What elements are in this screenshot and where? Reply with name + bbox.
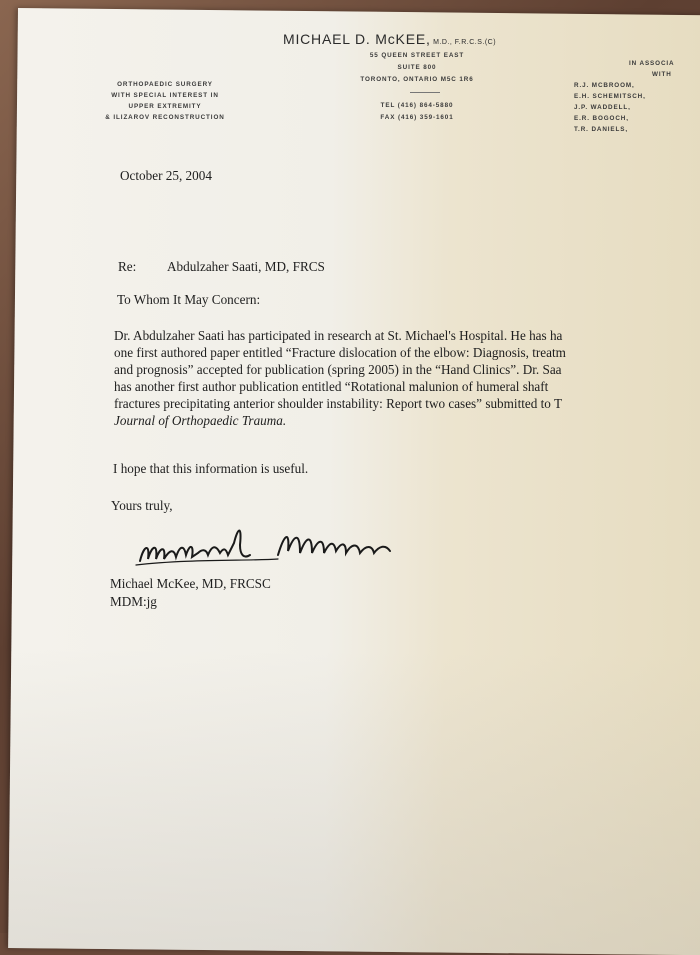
- telephone: TEL (416) 864-5880: [380, 102, 454, 109]
- letterhead-name: [283, 31, 496, 47]
- reference-initials: MDM:jg: [110, 594, 157, 609]
- salutation: To Whom It May Concern:: [117, 292, 261, 307]
- specialty-line: & ILIZAROV RECONSTRUCTION: [105, 114, 225, 121]
- associate-name: E.H. SCHEMITSCH,: [574, 93, 646, 100]
- letterhead-credentials: M.D., F.R.C.S.(C): [430, 39, 497, 46]
- body-line: Dr. Abdulzaher Saati has participated in research at St. Michael's Hospital. He has ha: [114, 328, 563, 343]
- body-line: Journal of Orthopaedic Trauma.: [114, 413, 287, 428]
- associate-name: J.P. WADDELL,: [574, 104, 631, 111]
- letterhead-divider: [410, 92, 440, 93]
- address-line: 55 QUEEN STREET EAST: [369, 52, 465, 59]
- body-line: has another first author publication entitled “Rotational malunion of humeral shaft: [114, 379, 549, 394]
- associate-name: E.R. BOGOCH,: [574, 115, 629, 122]
- association-heading: WITH: [652, 71, 672, 78]
- association-heading: IN ASSOCIA: [629, 60, 675, 67]
- fax: FAX (416) 359-1601: [380, 114, 454, 121]
- letterhead-contact: [337, 100, 497, 124]
- body-line: fractures precipitating anterior shoulder instability: Report two cases” submitted to T: [114, 396, 563, 411]
- specialty-line: ORTHOPAEDIC SURGERY: [117, 81, 213, 88]
- body-line: one first authored paper entitled “Fracture dislocation of the elbow: Diagnosis, treatm: [114, 345, 566, 360]
- complimentary-close: Yours truly,: [111, 498, 173, 513]
- specialty-line: UPPER EXTREMITY: [128, 103, 202, 110]
- body-line: and prognosis” accepted for publication (spring 2005) in the “Hand Clinics”. Dr. Saa: [114, 362, 562, 377]
- letter-page: [8, 8, 700, 955]
- subject-line: [118, 258, 325, 275]
- signer-name: Michael McKee, MD, FRCSC: [110, 576, 271, 591]
- letterhead-associates: [574, 58, 700, 135]
- closing-remark: I hope that this information is useful.: [113, 461, 309, 476]
- associate-name: R.J. MCBROOM,: [574, 82, 635, 89]
- subject-value: Abdulzaher Saati, MD, FRCS: [167, 259, 325, 274]
- address-line: TORONTO, ONTARIO M5C 1R6: [360, 76, 474, 83]
- letterhead-specialty: [80, 79, 250, 123]
- associate-name: T.R. DANIELS,: [574, 126, 629, 133]
- specialty-line: WITH SPECIAL INTEREST IN: [111, 92, 219, 99]
- letterhead-address: [337, 50, 497, 86]
- paper-shadow: [8, 648, 700, 955]
- letter-date: October 25, 2004: [120, 168, 212, 183]
- letter-body: [114, 327, 700, 429]
- address-line: SUITE 800: [397, 64, 437, 71]
- handwritten-signature: [128, 515, 428, 575]
- subject-label: Re:: [118, 259, 137, 274]
- letterhead-name-text: MICHAEL D. McKEE,: [283, 31, 431, 47]
